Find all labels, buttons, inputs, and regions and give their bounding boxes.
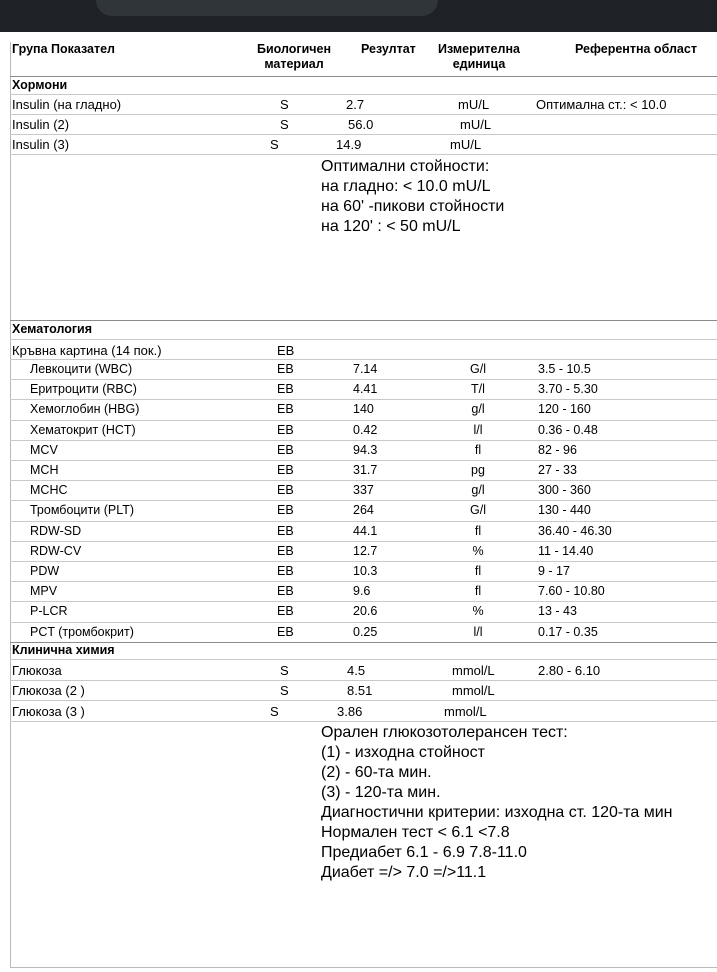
table-row (0, 134, 717, 154)
biomaterial: EB (277, 343, 295, 358)
indicator-name: PDW (30, 564, 60, 578)
biomaterial: S (270, 137, 279, 152)
table-row (0, 660, 717, 680)
biomaterial: EB (277, 362, 294, 376)
table-row-panel (0, 340, 717, 360)
indicator-name: Хематокрит (HCT) (30, 423, 136, 437)
unit: fl (474, 584, 482, 598)
result-value: 94.3 (353, 443, 378, 457)
row-divider (10, 154, 717, 155)
indicator-name: MCHC (30, 483, 68, 497)
result-value: 337 (353, 483, 374, 497)
biomaterial: EB (277, 564, 294, 578)
table-row (0, 399, 717, 419)
section-title-hormones: Хормони (12, 78, 68, 92)
result-value: 140 (353, 402, 374, 416)
biomaterial: EB (277, 524, 294, 538)
table-row (0, 460, 717, 480)
unit: % (472, 544, 484, 558)
reference-range: 300 - 360 (538, 483, 591, 497)
unit: g/l (471, 483, 485, 497)
biomaterial: S (270, 704, 279, 719)
header-indicator-group: Група Показател (12, 42, 116, 56)
unit: l/l (473, 625, 483, 639)
insulin-reference-note: Оптимални стойности: на гладно: < 10.0 mU/L на 60' -пикови стойности на 120' : < 50 mU/L (321, 158, 505, 235)
result-value: 4.41 (353, 382, 378, 396)
result-value: 264 (353, 503, 374, 517)
biomaterial: S (280, 97, 289, 112)
reference-range: 7.60 - 10.80 (538, 584, 605, 598)
header-biomaterial: Биологичен материал (256, 42, 332, 71)
result-value: 0.42 (353, 423, 378, 437)
table-row (0, 521, 717, 541)
indicator-name: Хемоглобин (HBG) (30, 402, 140, 416)
result-value: 14.9 (336, 137, 362, 152)
table-row (0, 701, 717, 721)
indicator-name: Insulin (3) (12, 137, 70, 152)
unit: l/l (473, 423, 483, 437)
indicator-name: Тромбоцити (PLT) (30, 503, 135, 517)
section-divider (10, 642, 717, 643)
biomaterial: EB (277, 604, 294, 618)
indicator-name: MCV (30, 443, 58, 457)
unit: g/l (471, 402, 485, 416)
table-row (0, 379, 717, 399)
unit: mmol/L (452, 683, 495, 698)
indicator-name: RDW-CV (30, 544, 82, 558)
header-divider (10, 76, 717, 77)
biomaterial: EB (277, 584, 294, 598)
section-divider (10, 320, 717, 321)
indicator-name: P-LCR (30, 604, 68, 618)
table-bottom-border (10, 967, 717, 968)
section-title-hematology: Хематология (12, 322, 93, 336)
indicator-name: PCT (тромбокрит) (30, 625, 134, 639)
header-result: Резултат (361, 42, 416, 56)
table-row (0, 581, 717, 601)
reference-range: 130 - 440 (538, 503, 591, 517)
header-unit: Измерителна единица (438, 42, 520, 71)
result-value: 2.7 (346, 97, 365, 112)
table-row (0, 601, 717, 621)
table-row (0, 440, 717, 460)
result-value: 10.3 (353, 564, 378, 578)
indicator-name: Глюкоза (2 ) (12, 683, 85, 698)
unit: fl (474, 443, 482, 457)
table-row (0, 114, 717, 134)
result-value: 8.51 (347, 683, 373, 698)
result-value: 56.0 (348, 117, 374, 132)
result-value: 20.6 (353, 604, 378, 618)
table-row (0, 680, 717, 700)
ogtt-criteria-note: Орален глюкозотолерансен тест: (1) - изходна стойност (2) - 60-та мин. (3) - 120-та мин. Диагностични критерии: изходна ст. 120-та мин Нормален тест < 6.1 <7.8 Предиабет 6.1 - 6.9 7.8-11.0 Диабет =/> 7.0 =/>11.1 (321, 724, 673, 881)
indicator-name: Левкоцити (WBC) (30, 362, 133, 376)
reference-range: 0.36 - 0.48 (538, 423, 598, 437)
reference-range: 3.70 - 5.30 (538, 382, 598, 396)
result-value: 3.86 (337, 704, 363, 719)
result-value: 31.7 (353, 463, 378, 477)
reference-range: 2.80 - 6.10 (538, 663, 601, 678)
biomaterial: EB (277, 382, 294, 396)
table-row (0, 622, 717, 642)
biomaterial: EB (277, 483, 294, 497)
reference-range: 3.5 - 10.5 (538, 362, 591, 376)
biomaterial: EB (277, 402, 294, 416)
biomaterial: EB (277, 463, 294, 477)
biomaterial: S (280, 683, 289, 698)
indicator-name: MPV (30, 584, 58, 598)
reference-range: 11 - 14.40 (538, 544, 594, 558)
camera-notch (96, 0, 438, 16)
table-row (0, 541, 717, 561)
indicator-name: Insulin (на гладно) (12, 97, 122, 112)
result-value: 4.5 (347, 663, 366, 678)
indicator-name: Insulin (2) (12, 117, 70, 132)
reference-range: 120 - 160 (538, 402, 591, 416)
unit: pg (471, 463, 485, 477)
reference-range: 13 - 43 (538, 604, 577, 618)
unit: T/l (471, 382, 485, 396)
table-row (0, 359, 717, 379)
unit: G/l (470, 362, 486, 376)
phone-status-bar (0, 0, 717, 32)
result-value: 12.7 (353, 544, 378, 558)
unit: % (472, 604, 484, 618)
reference-range: Оптимална ст.: < 10.0 (536, 97, 667, 112)
table-row (0, 420, 717, 440)
reference-range: 9 - 17 (538, 564, 570, 578)
unit: fl (474, 564, 482, 578)
biomaterial: EB (277, 625, 294, 639)
unit: mmol/L (444, 704, 487, 719)
result-value: 9.6 (353, 584, 371, 598)
biomaterial: S (280, 663, 289, 678)
indicator-name: MCH (30, 463, 59, 477)
row-divider (10, 721, 717, 722)
table-row (0, 480, 717, 500)
biomaterial: S (280, 117, 289, 132)
reference-range: 82 - 96 (538, 443, 577, 457)
unit: mU/L (460, 117, 492, 132)
indicator-name: Еритроцити (RBC) (30, 382, 137, 396)
table-row (0, 500, 717, 520)
header-reference: Референтна област (575, 42, 697, 56)
reference-range: 0.17 - 0.35 (538, 625, 598, 639)
biomaterial: EB (277, 443, 294, 457)
result-value: 0.25 (353, 625, 378, 639)
table-row (0, 561, 717, 581)
result-value: 44.1 (353, 524, 378, 538)
unit: mmol/L (452, 663, 495, 678)
reference-range: 36.40 - 46.30 (538, 524, 612, 538)
indicator-name: Глюкоза (3 ) (12, 704, 85, 719)
unit: fl (474, 524, 482, 538)
result-value: 7.14 (353, 362, 378, 376)
unit: mU/L (450, 137, 482, 152)
indicator-name: RDW-SD (30, 524, 82, 538)
biomaterial: EB (277, 544, 294, 558)
indicator-name: Глюкоза (12, 663, 62, 678)
reference-range: 27 - 33 (538, 463, 577, 477)
section-title-chemistry: Клинична химия (12, 643, 115, 657)
biomaterial: EB (277, 423, 294, 437)
unit: mU/L (458, 97, 490, 112)
table-row (0, 94, 717, 114)
unit: G/l (470, 503, 486, 517)
panel-name: Кръвна картина (14 пок.) (12, 343, 162, 358)
biomaterial: EB (277, 503, 294, 517)
